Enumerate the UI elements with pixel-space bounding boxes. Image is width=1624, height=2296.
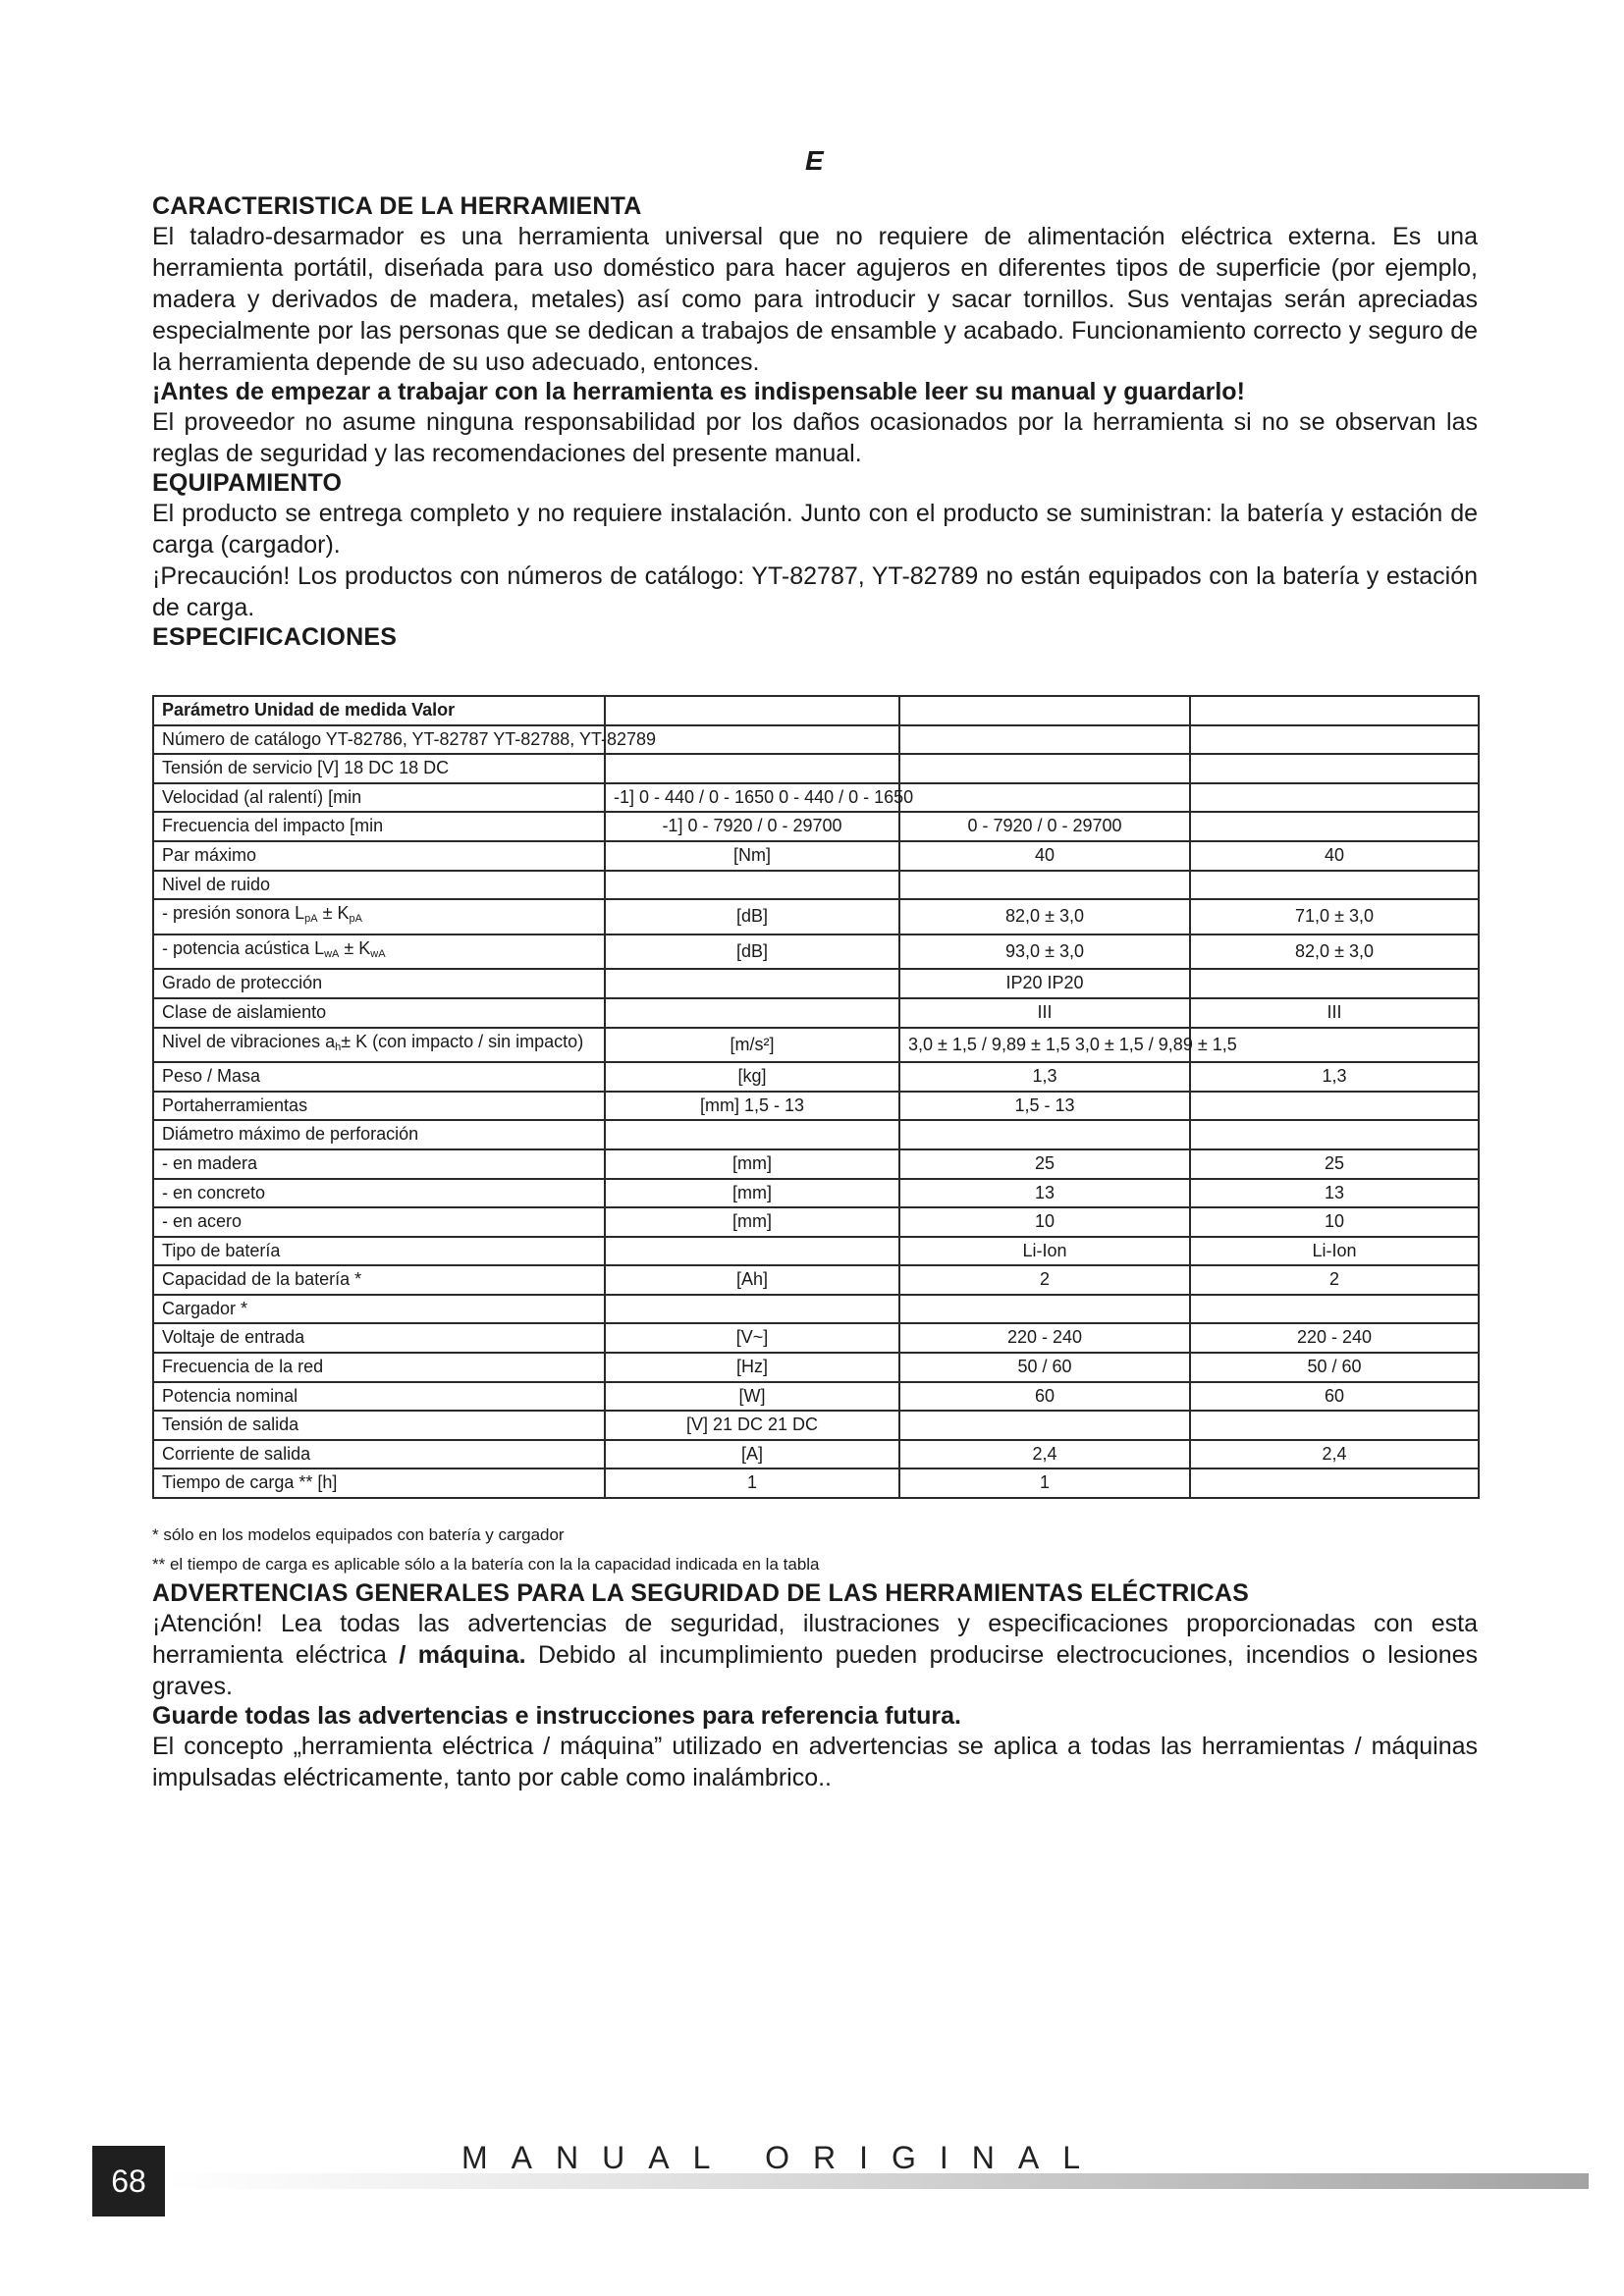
- value-cell: [1190, 1120, 1479, 1149]
- attention-text: ¡Atención! Lea todas las advertencias de seguridad, ilustraciones y especificaciones proporcionadas con esta herramienta eléctrica: [152, 1610, 1478, 1670]
- param-cell: Grado de protección: [153, 969, 605, 998]
- unit-cell: [mm]: [605, 1149, 899, 1179]
- value-cell: 25: [899, 1149, 1190, 1179]
- heading-characteristics: CARACTERISTICA DE LA HERRAMIENTA: [152, 192, 642, 220]
- table-row: [153, 1092, 1479, 1121]
- param-cell: Número de catálogo YT-82786, YT-82787 YT-82788, YT-82789: [153, 725, 605, 755]
- value-cell: 1,5 - 13: [899, 1092, 1190, 1121]
- table-row: [153, 1323, 1479, 1353]
- param-cell: Potencia nominal: [153, 1382, 605, 1412]
- param-cell: Portaherramientas: [153, 1092, 605, 1121]
- unit-cell: [dB]: [605, 934, 899, 970]
- param-cell: Diámetro máximo de perforación: [153, 1120, 605, 1149]
- note-battery-models: * sólo en los modelos equipados con batería y cargador: [152, 1525, 565, 1545]
- unit-cell: 1: [605, 1468, 899, 1498]
- value-cell: [899, 725, 1190, 755]
- table-row: [153, 725, 1479, 755]
- param-cell: Nivel de vibraciones $a_h\pm K$ (con impacto / sin impacto): [153, 1028, 605, 1063]
- value-cell: [1190, 1411, 1479, 1440]
- table-row: [153, 1382, 1479, 1412]
- value-cell: [1190, 783, 1479, 813]
- liability-paragraph: El proveedor no asume ninguna responsabilidad por los daños ocasionados por la herramienta si no se observan las reglas de seguridad y las recomendaciones del presente manual.: [152, 408, 1478, 467]
- unit-cell: [605, 969, 899, 998]
- value-cell: [1190, 871, 1479, 900]
- value-cell: [1190, 1092, 1479, 1121]
- table-row: [153, 1440, 1479, 1469]
- value-cell: 25: [1190, 1149, 1479, 1179]
- unit-cell: [mm]: [605, 1179, 899, 1208]
- value-cell: [1190, 754, 1479, 783]
- param-cell: Parámetro Unidad de medida Valor: [153, 696, 605, 725]
- param-cell: - potencia acústica $L_{wA} \pm K_{wA}$: [153, 934, 605, 970]
- table-row: [153, 1179, 1479, 1208]
- unit-cell: [kg]: [605, 1062, 899, 1092]
- table-row: [153, 696, 1479, 725]
- heading-equipment: EQUIPAMIENTO: [152, 469, 343, 497]
- value-cell: [899, 783, 1190, 813]
- table-row: [153, 934, 1479, 970]
- param-cell: - en acero: [153, 1207, 605, 1237]
- value-cell: 82,0 ± 3,0: [899, 899, 1190, 934]
- unit-cell: [605, 1237, 899, 1266]
- value-cell: 0 - 7920 / 0 - 29700: [899, 812, 1190, 841]
- table-row: [153, 812, 1479, 841]
- heading-safety-warnings: ADVERTENCIAS GENERALES PARA LA SEGURIDAD DE LAS HERRAMIENTAS ELÉCTRICAS: [152, 1579, 1250, 1608]
- param-cell: Cargador *: [153, 1295, 605, 1324]
- unit-cell: [Ah]: [605, 1265, 899, 1295]
- value-cell: 82,0 ± 3,0: [1190, 934, 1479, 970]
- param-cell: - en concreto: [153, 1179, 605, 1208]
- table-row: [153, 1353, 1479, 1382]
- page-number: 68: [92, 2146, 165, 2216]
- keep-warnings-notice: Guarde todas las advertencias e instrucciones para referencia futura.: [152, 1702, 961, 1731]
- specifications-table: [152, 695, 1480, 1499]
- value-cell: [1190, 1295, 1479, 1324]
- table-row: [153, 1411, 1479, 1440]
- unit-cell: [dB]: [605, 899, 899, 934]
- value-cell: [1190, 725, 1479, 755]
- param-cell: Capacidad de la batería *: [153, 1265, 605, 1295]
- value-cell: [1190, 1468, 1479, 1498]
- param-cell: Tensión de servicio [V] 18 DC 18 DC: [153, 754, 605, 783]
- table-row: [153, 871, 1479, 900]
- value-cell: III: [899, 998, 1190, 1028]
- param-cell: - en madera: [153, 1149, 605, 1179]
- page-content: [152, 192, 1478, 1793]
- value-cell: 50 / 60: [899, 1353, 1190, 1382]
- param-cell: Tensión de salida: [153, 1411, 605, 1440]
- unit-cell: -1] 0 - 7920 / 0 - 29700: [605, 812, 899, 841]
- heading-specifications: ESPECIFICACIONES: [152, 623, 398, 651]
- value-cell: [899, 1411, 1190, 1440]
- value-cell: 60: [1190, 1382, 1479, 1412]
- language-letter: E: [805, 145, 824, 176]
- param-cell: Peso / Masa: [153, 1062, 605, 1092]
- param-cell: Tipo de batería: [153, 1237, 605, 1266]
- table-row: [153, 754, 1479, 783]
- unit-cell: [605, 1120, 899, 1149]
- table-row: [153, 783, 1479, 813]
- note-charge-time: ** el tiempo de carga es aplicable sólo a la batería con la la capacidad indicada en la tabla: [152, 1555, 820, 1575]
- param-cell: Nivel de ruido: [153, 871, 605, 900]
- unit-cell: -1] 0 - 440 / 0 - 1650 0 - 440 / 0 - 1650: [605, 783, 899, 813]
- value-cell: 2,4: [899, 1440, 1190, 1469]
- value-cell: 2,4: [1190, 1440, 1479, 1469]
- unit-cell: [mm] 1,5 - 13: [605, 1092, 899, 1121]
- value-cell: Li-Ion: [1190, 1237, 1479, 1266]
- value-cell: [1190, 696, 1479, 725]
- unit-cell: [605, 998, 899, 1028]
- value-cell: [1190, 969, 1479, 998]
- attention-bold: / máquina.: [399, 1641, 526, 1670]
- value-cell: 10: [899, 1207, 1190, 1237]
- unit-cell: [A]: [605, 1440, 899, 1469]
- value-cell: 220 - 240: [899, 1323, 1190, 1353]
- unit-cell: [mm]: [605, 1207, 899, 1237]
- value-cell: III: [1190, 998, 1479, 1028]
- unit-cell: [605, 754, 899, 783]
- unit-cell: [605, 1295, 899, 1324]
- table-row: [153, 1028, 1479, 1063]
- value-cell: 10: [1190, 1207, 1479, 1237]
- equipment-paragraph: El producto se entrega completo y no requiere instalación. Junto con el producto se suministran: la batería y estación de carga (cargador).: [152, 500, 1478, 559]
- param-cell: Corriente de salida: [153, 1440, 605, 1469]
- value-cell: 60: [899, 1382, 1190, 1412]
- value-cell: [899, 696, 1190, 725]
- value-cell: 1: [899, 1468, 1190, 1498]
- unit-cell: [W]: [605, 1382, 899, 1412]
- value-cell: [899, 1120, 1190, 1149]
- value-cell: [899, 1295, 1190, 1324]
- param-cell: Tiempo de carga ** [h]: [153, 1468, 605, 1498]
- value-cell: [899, 754, 1190, 783]
- value-cell: 1,3: [899, 1062, 1190, 1092]
- unit-cell: [605, 871, 899, 900]
- value-cell: [1190, 812, 1479, 841]
- read-manual-notice: ¡Antes de empezar a trabajar con la herramienta es indispensable leer su manual y guardarlo!: [152, 378, 1245, 405]
- concept-paragraph: El concepto „herramienta eléctrica / máquina” utilizado en advertencias se aplica a todas las herramientas / máquinas impulsadas eléctricamente, tanto por cable como inalámbrico..: [152, 1733, 1478, 1792]
- unit-cell: [V~]: [605, 1323, 899, 1353]
- param-cell: Velocidad (al ralentí) [min: [153, 783, 605, 813]
- table-notes: [152, 1521, 1478, 1579]
- value-cell: 2: [899, 1265, 1190, 1295]
- unit-cell: [Hz]: [605, 1353, 899, 1382]
- table-row: [153, 1237, 1479, 1266]
- intro-paragraph: El taladro-desarmador es una herramienta universal que no requiere de alimentación eléctrica externa. Es una herramienta portátil, diseńada para uso doméstico para hacer agujeros en diferentes tipos de superficie (por ejemplo, madera y derivados de madera, metales) así como para introducir y sacar tornillos. Sus ventajas serán apreciadas especialmente por las personas que se dedican a trabajos de ensamble y acabado. Funcionamiento correcto y seguro de la herramienta depende de su uso adecuado, entonces.: [152, 223, 1478, 376]
- value-cell: 1,3: [1190, 1062, 1479, 1092]
- table-row: [153, 998, 1479, 1028]
- value-cell: 3,0 ± 1,5 / 9,89 ± 1,5 3,0 ± 1,5 / 9,89 ± 1,5: [899, 1028, 1190, 1063]
- table-row: [153, 969, 1479, 998]
- unit-cell: [605, 696, 899, 725]
- table-row: [153, 841, 1479, 871]
- footer-title: MANUAL ORIGINAL: [461, 2140, 1104, 2175]
- param-cell: Frecuencia de la red: [153, 1353, 605, 1382]
- value-cell: IP20 IP20: [899, 969, 1190, 998]
- value-cell: 40: [899, 841, 1190, 871]
- unit-cell: [V] 21 DC 21 DC: [605, 1411, 899, 1440]
- value-cell: [899, 871, 1190, 900]
- value-cell: 50 / 60: [1190, 1353, 1479, 1382]
- value-cell: Li-Ion: [899, 1237, 1190, 1266]
- table-row: [153, 1468, 1479, 1498]
- attention-rest: Debido al incumplimiento pueden producirse electrocuciones, incendios o lesiones graves.: [152, 1641, 1479, 1701]
- table-row: [153, 1265, 1479, 1295]
- table-row: [153, 899, 1479, 934]
- value-cell: 71,0 ± 3,0: [1190, 899, 1479, 934]
- table-row: [153, 1120, 1479, 1149]
- param-cell: Clase de aislamiento: [153, 998, 605, 1028]
- value-cell: 13: [1190, 1179, 1479, 1208]
- value-cell: 220 - 240: [1190, 1323, 1479, 1353]
- param-cell: Frecuencia del impacto [min: [153, 812, 605, 841]
- value-cell: 2: [1190, 1265, 1479, 1295]
- value-cell: 93,0 ± 3,0: [899, 934, 1190, 970]
- table-row: [153, 1295, 1479, 1324]
- unit-cell: [Nm]: [605, 841, 899, 871]
- value-cell: 40: [1190, 841, 1479, 871]
- table-row: [153, 1062, 1479, 1092]
- table-row: [153, 1149, 1479, 1179]
- attention-paragraph: [152, 1608, 1478, 1702]
- param-cell: Par máximo: [153, 841, 605, 871]
- value-cell: 13: [899, 1179, 1190, 1208]
- unit-cell: [m/s²]: [605, 1028, 899, 1063]
- param-cell: - presión sonora $L_{pA} \pm K_{pA}$: [153, 899, 605, 934]
- equipment-caution: ¡Precaución! Los productos con números de catálogo: YT-82787, YT-82789 no están equipados con la batería y estación de carga.: [152, 562, 1478, 621]
- table-row: [153, 1207, 1479, 1237]
- param-cell: Voltaje de entrada: [153, 1323, 605, 1353]
